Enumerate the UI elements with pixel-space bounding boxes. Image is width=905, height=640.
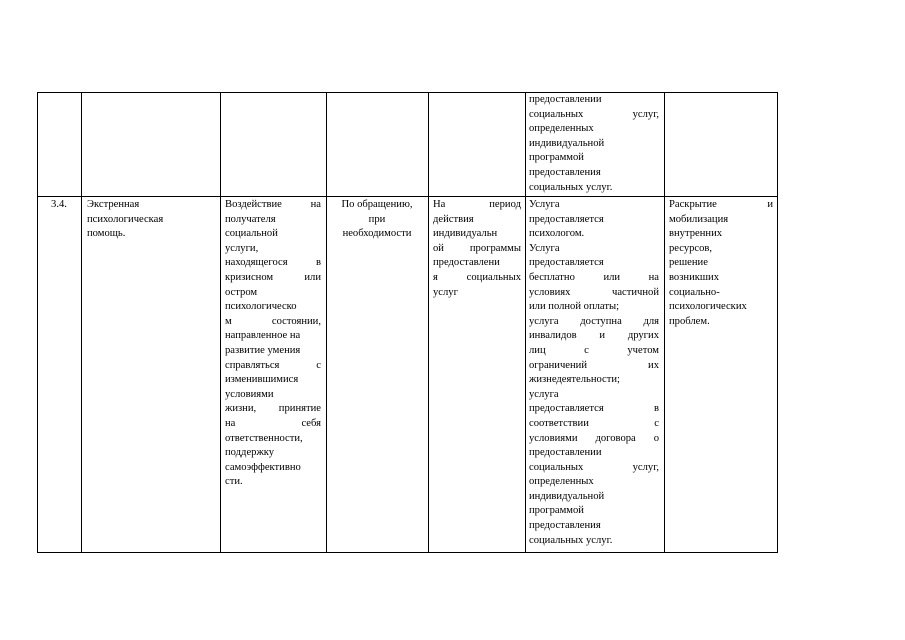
- cell-text-line: находящегося в: [225, 257, 321, 269]
- cell-text-line: направленное на: [225, 330, 301, 342]
- cell-text-line: услуга доступна для: [529, 315, 659, 327]
- cell-text-line: жизнедеятельности;: [529, 374, 620, 386]
- table-column-divider: [525, 92, 526, 553]
- cell-text-line: психологических: [669, 301, 747, 313]
- cell-text-line: помощь.: [87, 228, 126, 240]
- cell-text-line: ой программы: [433, 242, 521, 254]
- table-border-top: [37, 92, 778, 93]
- cell-text-line: кризисном или: [225, 271, 321, 283]
- cell-text-line: индивидуальной: [529, 137, 605, 149]
- cell-text-line: социальных услуг.: [529, 181, 613, 193]
- service-name-cell: [87, 198, 215, 242]
- cell-text-line: социальных услуг.: [529, 534, 613, 546]
- cell-text-line: психологическая: [87, 213, 164, 225]
- cell-text-line: Услуга: [529, 242, 560, 254]
- cell-text-line: социальных услуг,: [529, 108, 659, 120]
- table-column-divider: [428, 92, 429, 553]
- cell-text-line: социально-: [669, 286, 720, 298]
- cell-text-line: индивидуальн: [433, 228, 498, 240]
- cell-text-line: услуга: [529, 388, 559, 400]
- cell-text-line: внутренних: [669, 228, 723, 240]
- cell-text-line: м состоянии,: [225, 315, 321, 327]
- table-border-bottom: [37, 552, 778, 553]
- cell-text-line: сти.: [225, 476, 243, 488]
- cell-text-line: инвалидов и других: [529, 330, 659, 342]
- cell-text-line: определенных: [529, 476, 594, 488]
- cell-text-line: На период: [433, 199, 521, 210]
- cell-text-line: соответствии с: [529, 417, 659, 429]
- provision-conditions-cell: [529, 198, 659, 548]
- effectiveness-indicators-cell: [669, 198, 773, 329]
- cell-text-line: ограничений их: [529, 359, 659, 371]
- cell-text-line: поддержку: [225, 447, 275, 459]
- cell-text-line: психологом.: [529, 228, 585, 240]
- cell-text-line: предоставлени: [433, 257, 500, 269]
- table-column-divider: [664, 92, 665, 553]
- cell-text-line: ресурсов,: [669, 242, 713, 254]
- table-column-divider: [81, 92, 82, 553]
- cell-text-line: самоэффективно: [225, 461, 301, 473]
- cell-text-line: проблем.: [669, 315, 710, 327]
- cell-text-line: программой: [529, 505, 584, 517]
- cell-text-line: необходимости: [342, 228, 412, 240]
- cell-text-line: условиями: [225, 388, 274, 400]
- cell-text-line: условиях частичной: [529, 286, 659, 298]
- cell-text-line: решение: [669, 257, 708, 269]
- cell-text-line: изменившимися: [225, 374, 299, 386]
- cell-text-line: я социальных: [433, 271, 521, 283]
- cell-text-line: остром: [225, 286, 258, 298]
- cell-text-line: предоставляется: [529, 213, 604, 225]
- cell-text-line: на себя: [225, 417, 321, 429]
- cell-text-line: справляться с: [225, 359, 321, 371]
- table-column-divider: [326, 92, 327, 553]
- cell-text-line: услуг: [433, 286, 458, 298]
- cell-text-line: социальных услуг,: [529, 461, 659, 473]
- cell-text-line: предоставлении: [529, 94, 602, 105]
- cell-text-line: получателя: [225, 213, 276, 225]
- cell-text-line: мобилизация: [669, 213, 729, 225]
- service-description-cell: [225, 198, 321, 490]
- cell-text-line: бесплатно или на: [529, 271, 659, 283]
- cell-text-line: условиями договора о: [529, 432, 659, 444]
- cell-text-line: возникших: [669, 271, 720, 283]
- cell-text-line: Раскрытие и: [669, 199, 773, 210]
- cell-text-line: предоставляется в: [529, 403, 659, 415]
- cell-text-line: предоставления: [529, 166, 601, 178]
- table-column-divider: [220, 92, 221, 553]
- cell-text-line: при: [368, 213, 386, 225]
- cell-text-line: жизни, принятие: [225, 403, 321, 415]
- row-number-cell: [40, 198, 78, 213]
- services-table: [37, 92, 778, 553]
- cell-text-line: социальной: [225, 228, 278, 240]
- cell-text-line: определенных: [529, 123, 594, 135]
- cell-text-line: 3.4.: [51, 199, 67, 210]
- cell-text-line: Услуга: [529, 199, 560, 210]
- cell-text-line: действия: [433, 213, 474, 225]
- cell-text-line: программой: [529, 152, 584, 164]
- cell-text-line: индивидуальной: [529, 490, 605, 502]
- cell-text-line: предоставления: [529, 520, 601, 532]
- cell-text-line: развитие умения: [225, 344, 301, 356]
- cell-text-line: или полной оплаты;: [529, 301, 620, 313]
- table-border-right: [777, 92, 778, 553]
- cell-text-line: Экстренная: [87, 199, 140, 210]
- prev-row-conditions-cell: [529, 93, 659, 195]
- provision-period-cell: [433, 198, 521, 300]
- cell-text-line: ответственности,: [225, 432, 303, 444]
- provision-frequency-cell: [330, 198, 424, 242]
- cell-text-line: предоставляется: [529, 257, 604, 269]
- table-border-left: [37, 92, 38, 553]
- table-row-divider: [37, 196, 778, 197]
- cell-text-line: услуги,: [225, 242, 259, 254]
- cell-text-line: лиц с учетом: [529, 344, 659, 356]
- cell-text-line: предоставлении: [529, 447, 602, 459]
- cell-text-line: По обращению,: [341, 199, 413, 210]
- cell-text-line: Воздействие на: [225, 199, 321, 210]
- cell-text-line: психологическо: [225, 301, 297, 313]
